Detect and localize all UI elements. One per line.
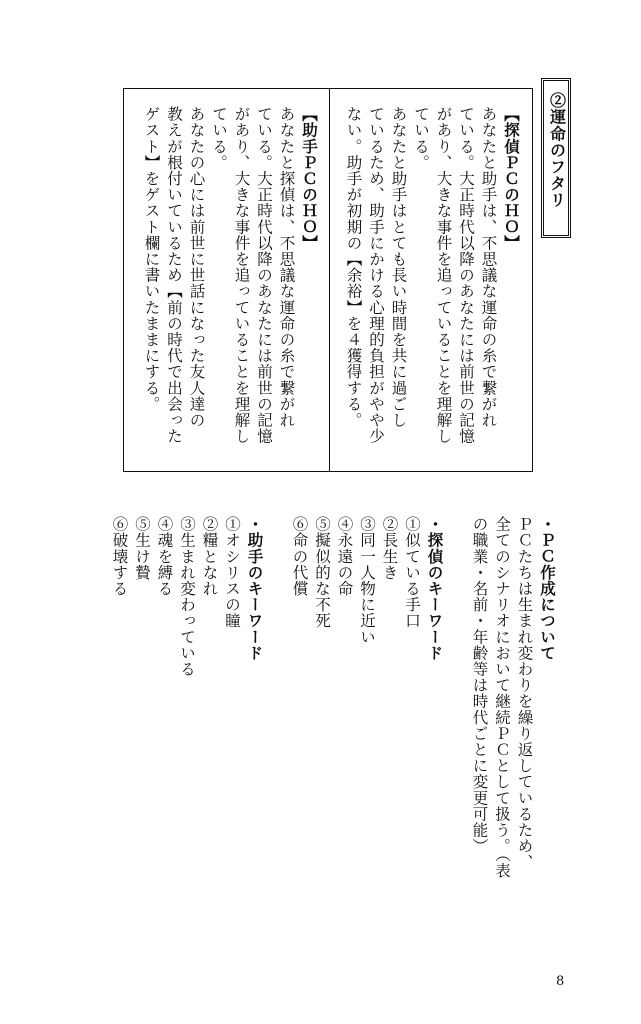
assistant-keywords-heading: ・助手のキーワード <box>245 516 265 661</box>
pc-creation-line: 全てのシナリオにおいて継続ＰＣとして扱う。（表 <box>493 516 511 879</box>
frame-divider <box>329 88 330 472</box>
assistant-handout-line: があり、大きな事件を追っていることを理解し <box>232 106 251 445</box>
lower-section <box>108 516 558 879</box>
keyword-item: ⑥破壊する <box>110 516 129 597</box>
assistant-handout-line: あなたの心には前世に世話になった友人達の <box>187 106 206 428</box>
detective-handout-line: があり、大きな事件を追っていることを理解し <box>434 106 453 445</box>
keyword-item: ④魂を縛る <box>155 516 174 597</box>
assistant-handout-heading: 【助手ＰＣのＨＯ】 <box>300 106 319 251</box>
assistant-handout-line: ている。 <box>210 106 228 171</box>
keyword-item: ⑤生け贄 <box>133 516 151 581</box>
keyword-item: ⑤擬似的な不死 <box>313 516 331 629</box>
detective-handout-line: あなたと助手はとても長い時間を共に過ごし <box>389 106 408 428</box>
assistant-handout-line: ている。大正時代以降のあなたには前世の記憶 <box>255 106 273 445</box>
page-number: 8 <box>556 974 565 989</box>
detective-keywords-heading: ・探偵のキーワード <box>425 516 445 661</box>
keyword-item: ①似ている手口 <box>403 516 421 629</box>
detective-handout-heading: 【探偵ＰＣのＨＯ】 <box>502 106 521 251</box>
pc-creation-line: の職業・名前・年齢等は時代ごとに変更可能） <box>470 516 489 855</box>
pc-creation-heading: ・ＰＣ作成について <box>538 516 557 661</box>
assistant-handout-line: 教えが根付いているため【前の時代で出会った <box>165 106 183 445</box>
detective-handout-line: ない。助手が初期の【余裕】を４獲得する。 <box>344 106 363 428</box>
assistant-handout-line: あなたと探偵は、不思議な運命の糸で繋がれ <box>277 106 296 428</box>
keyword-item: ⑥命の代償 <box>290 516 309 597</box>
keyword-item: ②糧となれ <box>200 516 219 597</box>
pc-creation-line: ＰＣたちは生まれ変わりを繰り返しているため、 <box>515 516 534 871</box>
detective-handout-line: ているため、助手にかける心理的負担がやや少 <box>367 106 385 445</box>
section-title: ②運命のフタリ <box>547 92 567 209</box>
keyword-item: ③生まれ変わっている <box>178 516 196 677</box>
keyword-item: ②長生き <box>380 516 399 581</box>
assistant-handout-line: ゲスト】をゲスト欄に書いたままにする。 <box>142 106 161 412</box>
keyword-item: ①オシリスの瞳 <box>223 516 241 629</box>
assistant-handout <box>140 106 320 444</box>
detective-handout <box>342 106 522 444</box>
keyword-item: ③同一人物に近い <box>358 516 376 645</box>
keyword-item: ④永遠の命 <box>335 516 354 597</box>
detective-handout-line: あなたと助手は、不思議な運命の糸で繋がれ <box>479 106 498 428</box>
detective-handout-line: ている。大正時代以降のあなたには前世の記憶 <box>457 106 475 445</box>
detective-handout-line: ている。 <box>412 106 430 171</box>
